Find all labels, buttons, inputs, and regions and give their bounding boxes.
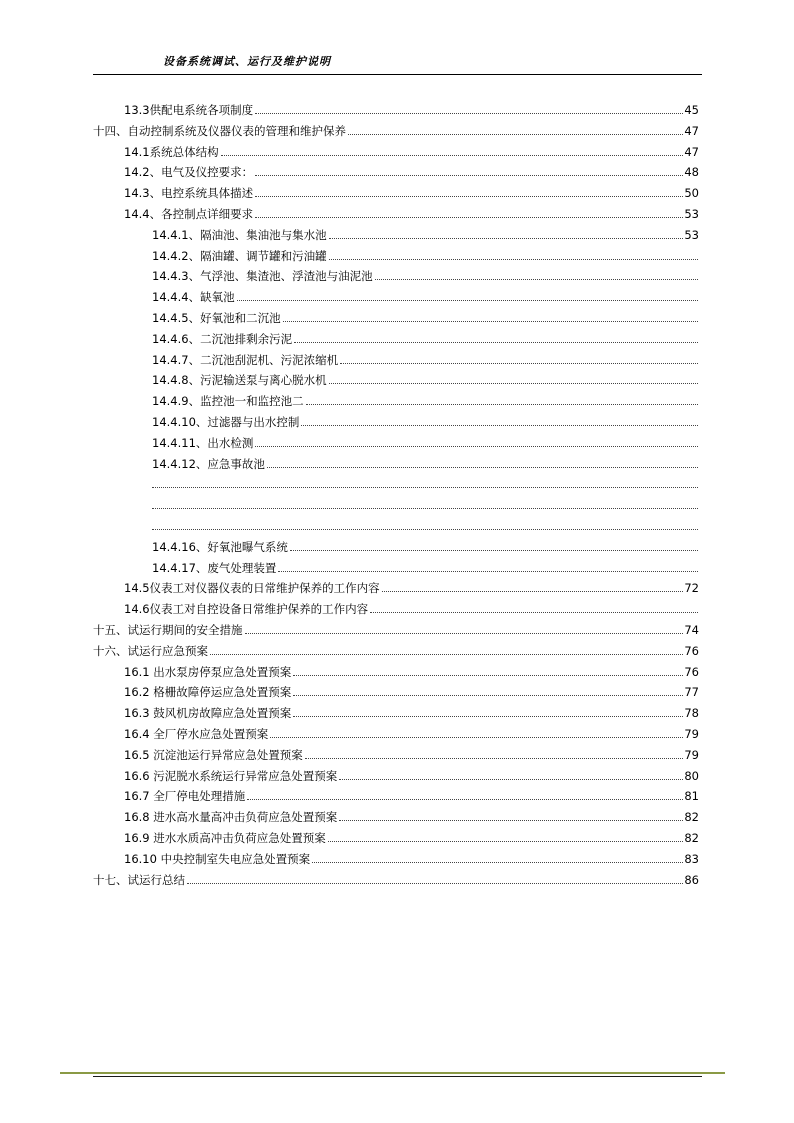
toc-entry-label: 14.4.10、过滤器与出水控制 <box>152 415 300 429</box>
toc-leader-dots <box>278 571 698 572</box>
toc-entry-label: 14.4.16、好氧池曝气系统 <box>152 539 288 554</box>
toc-entry[interactable] <box>124 180 699 200</box>
toc-leader-dots <box>339 820 683 821</box>
toc-entry-label: 14.2、电气及仪控要求： <box>124 165 254 180</box>
toc-leader-dots <box>294 342 698 343</box>
toc-entry[interactable] <box>124 846 699 866</box>
toc-leader-dots <box>267 467 698 468</box>
toc-entry[interactable] <box>152 367 699 387</box>
toc-leader-dots <box>255 196 683 197</box>
toc-entry-label: 14.4.9、监控池一和监控池二 <box>152 394 304 409</box>
toc-entry[interactable] <box>124 596 699 616</box>
toc-entry[interactable] <box>124 742 699 762</box>
toc-leader-dots <box>210 654 683 655</box>
toc-leader-dots <box>375 279 698 280</box>
toc-entry-label: 14.4.2、隔油罐、调节罐和污油罐 <box>152 248 327 263</box>
toc-leader-dots <box>306 404 698 405</box>
toc-entry-page: 53 <box>684 227 699 242</box>
toc-entry-label: 十七、试运行总结 <box>93 872 185 887</box>
toc-entry-label: 14.4.5、好氧池和二沉池 <box>152 311 281 325</box>
toc-leader-dots <box>221 155 684 156</box>
toc-leader-dots <box>382 591 684 592</box>
toc-leader-dots <box>152 487 698 488</box>
toc-leader-dots <box>283 321 698 322</box>
toc-entry-page: 82 <box>684 810 699 825</box>
footer-rule-green <box>60 1072 725 1074</box>
toc-entry-page: 79 <box>684 727 699 741</box>
toc-entry-label: 16.9 进水水质高冲击负荷应急处置预案 <box>124 831 326 845</box>
toc-entry-label: 16.2 格栅故障停运应急处置预案 <box>124 685 292 700</box>
toc-entry-label: 十六、试运行应急预案 <box>93 643 208 658</box>
toc-leader-dots <box>293 695 683 696</box>
toc-leader-dots <box>255 113 683 114</box>
toc-entry-page: 82 <box>684 831 699 845</box>
toc-entry[interactable] <box>124 575 699 595</box>
toc-entry[interactable] <box>124 700 699 720</box>
toc-leader-dots <box>340 363 698 364</box>
toc-entry-label: 16.10 中央控制室失电应急处置预案 <box>124 851 311 866</box>
toc-entry[interactable] <box>124 825 699 845</box>
toc-entry-label: 14.4.12、应急事故池 <box>152 456 265 471</box>
toc-entry-page: 72 <box>684 581 699 596</box>
toc-entry-label: 14.6仪表工对自控设备日常维护保养的工作内容 <box>124 602 369 617</box>
toc-entry[interactable] <box>152 347 699 367</box>
toc-entry-label: 14.4.17、废气处理装置 <box>152 560 277 575</box>
toc-entry[interactable] <box>124 721 699 741</box>
toc-entry-label: 16.8 进水高水量高冲击负荷应急处置预案 <box>124 810 338 825</box>
toc-leader-dots <box>255 446 698 447</box>
toc-leader-dots <box>290 550 698 551</box>
toc-entry[interactable] <box>152 326 699 346</box>
toc-entry[interactable] <box>152 243 699 263</box>
toc-leader-dots <box>152 508 698 509</box>
toc-blank-row <box>152 492 699 512</box>
toc-entry[interactable] <box>152 284 699 304</box>
toc-entry[interactable] <box>152 263 699 283</box>
toc-leader-dots <box>270 737 683 738</box>
toc-entry[interactable] <box>124 659 699 679</box>
toc-entry[interactable] <box>124 804 699 824</box>
footer-rule <box>93 1076 702 1077</box>
toc-entry[interactable] <box>93 638 699 658</box>
toc-entry-label: 13.3供配电系统各项制度 <box>124 103 254 117</box>
toc-leader-dots <box>339 779 683 780</box>
toc-entry-page: 80 <box>684 768 699 783</box>
toc-entry-label: 16.5 沉淀池运行异常应急处置预案 <box>124 747 303 762</box>
toc-entry-label: 14.3、电控系统具体描述 <box>124 186 254 201</box>
toc-entry-label: 14.4.6、二沉池排剩余污泥 <box>152 331 293 346</box>
toc-entry[interactable] <box>93 118 699 138</box>
toc-entry-page: 78 <box>684 706 699 721</box>
toc-entry-label: 十四、自动控制系统及仪器仪表的管理和维护保养 <box>93 123 346 138</box>
toc-entry-label: 14.4、各控制点详细要求 <box>124 207 254 221</box>
toc-entry-label: 14.4.1、隔油池、集油池与集水池 <box>152 227 327 242</box>
toc-entry[interactable] <box>93 867 699 887</box>
toc-leader-dots <box>370 612 698 613</box>
toc-leader-dots <box>312 862 683 863</box>
page-header <box>93 50 702 75</box>
toc-entry[interactable] <box>152 430 699 450</box>
toc-leader-dots <box>237 300 698 301</box>
toc-leader-dots <box>348 134 683 135</box>
toc-entry-label: 14.1系统总体结构 <box>124 144 219 159</box>
toc-entry[interactable] <box>93 617 699 637</box>
toc-entry-label: 16.3 鼓风机房故障应急处置预案 <box>124 706 292 721</box>
toc-entry[interactable] <box>124 679 699 699</box>
toc-leader-dots <box>152 529 698 530</box>
toc-entry-page: 86 <box>684 872 699 887</box>
toc-entry[interactable] <box>124 783 699 803</box>
toc-entry-page: 79 <box>684 747 699 762</box>
toc-entry-page: 47 <box>684 144 699 159</box>
toc-entry-page: 77 <box>684 685 699 700</box>
toc-leader-dots <box>293 675 683 676</box>
toc-entry-label: 16.1 出水泵房停泵应急处置预案 <box>124 664 292 679</box>
toc-entry-page: 76 <box>684 643 699 658</box>
toc-entry-label: 14.4.7、二沉池刮泥机、污泥浓缩机 <box>152 352 339 367</box>
header-title: 设备系统调试、运行及维护说明 <box>163 55 331 68</box>
toc-leader-dots <box>187 883 683 884</box>
toc-leader-dots <box>329 238 684 239</box>
toc-entry[interactable] <box>152 409 699 429</box>
toc-leader-dots <box>329 383 698 384</box>
toc-entry[interactable] <box>152 222 699 242</box>
toc-entry[interactable] <box>152 451 699 471</box>
toc-entry-page: 76 <box>684 664 699 679</box>
toc-entry-label: 14.4.11、出水检测 <box>152 435 254 450</box>
toc-entry-page: 83 <box>684 851 699 866</box>
toc-leader-dots <box>255 217 683 218</box>
toc-leader-dots <box>255 175 683 176</box>
toc-leader-dots <box>293 716 683 717</box>
toc-entry-page: 45 <box>684 103 699 117</box>
toc-blank-row <box>152 513 699 533</box>
toc-entry-label: 16.6 污泥脱水系统运行异常应急处置预案 <box>124 768 338 783</box>
toc-entry-label: 十五、试运行期间的安全措施 <box>93 623 243 637</box>
toc-leader-dots <box>305 758 684 759</box>
toc-entry[interactable] <box>124 763 699 783</box>
toc-entry-label: 14.4.3、气浮池、集渣池、浮渣池与油泥池 <box>152 269 373 284</box>
toc-entry-label: 16.4 全厂停水应急处置预案 <box>124 727 269 741</box>
toc-leader-dots <box>328 841 684 842</box>
toc-entry[interactable] <box>152 555 699 575</box>
toc-blank-row <box>152 471 699 491</box>
toc-entry-page: 47 <box>684 123 699 138</box>
toc-entry[interactable] <box>152 534 699 554</box>
toc-entry-page: 50 <box>684 186 699 201</box>
toc-entry[interactable] <box>124 159 699 179</box>
toc-entry[interactable] <box>124 97 699 117</box>
toc-entry-label: 14.5仪表工对仪器仪表的日常维护保养的工作内容 <box>124 581 380 596</box>
toc-leader-dots <box>247 799 683 800</box>
toc-entry-label: 14.4.4、缺氧池 <box>152 290 235 305</box>
toc-entry[interactable] <box>124 139 699 159</box>
toc-entry[interactable] <box>124 201 699 221</box>
toc-entry-page: 74 <box>684 623 699 637</box>
toc-leader-dots <box>329 259 698 260</box>
toc-leader-dots <box>245 633 684 634</box>
toc-entry-page: 53 <box>684 207 699 221</box>
toc-entry-page: 81 <box>684 789 699 804</box>
toc-entry[interactable] <box>152 388 699 408</box>
toc-entry[interactable] <box>152 305 699 325</box>
toc-entry-label: 14.4.8、污泥输送泵与离心脱水机 <box>152 373 327 388</box>
toc-leader-dots <box>301 425 698 426</box>
toc-entry-page: 48 <box>684 165 699 180</box>
toc-entry-label: 16.7 全厂停电处理措施 <box>124 789 246 804</box>
